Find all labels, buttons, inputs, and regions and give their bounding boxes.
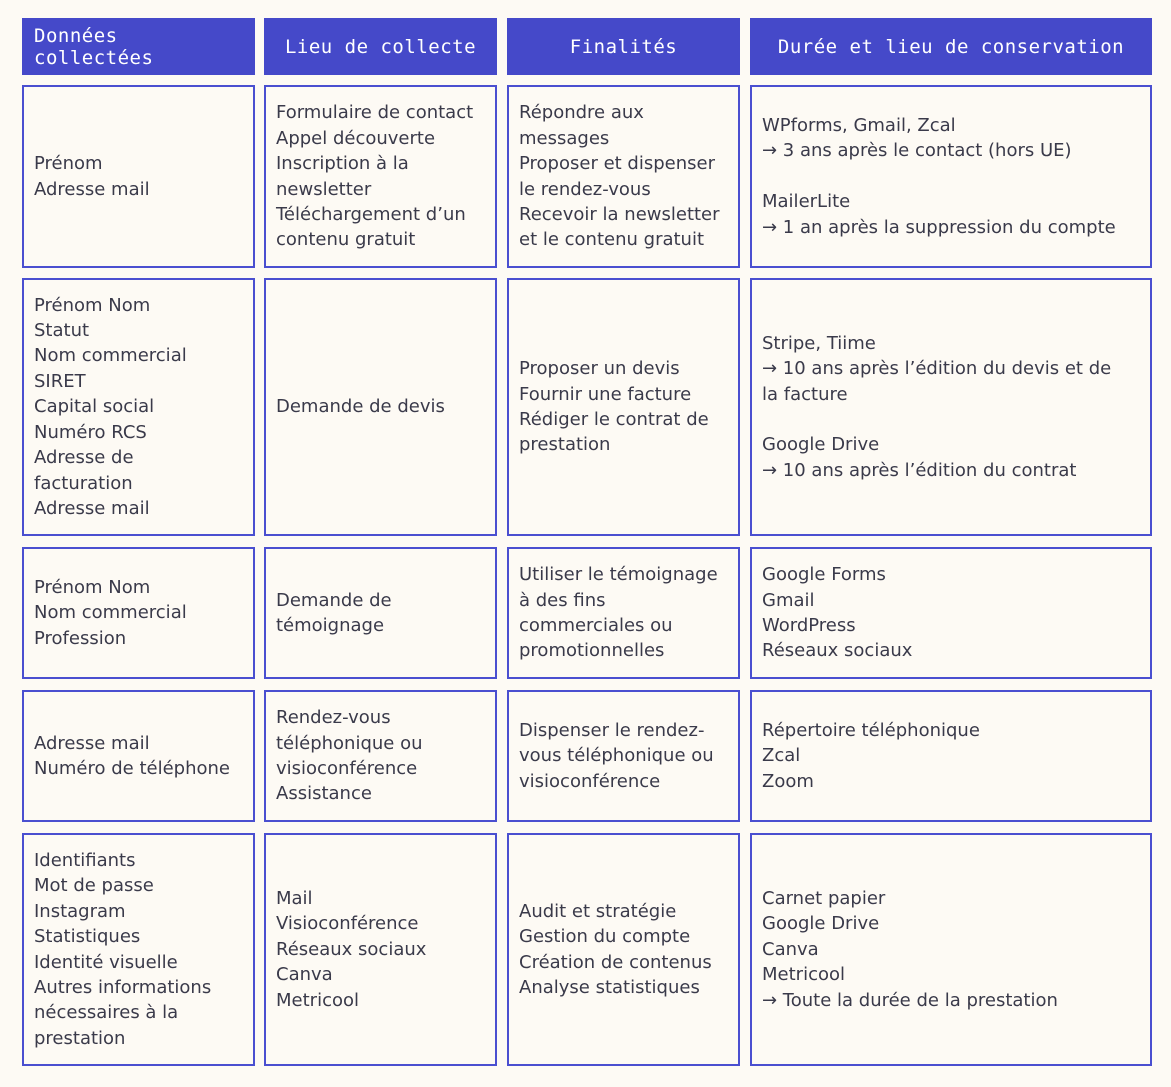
cell-line: Formulaire de contact [276, 102, 474, 124]
header-label: Durée et lieu de conservation [777, 35, 1125, 58]
cell-line: Adresse mail [34, 178, 150, 200]
cell-finalites-row-1 [507, 85, 740, 268]
cell-line: Gmail [762, 589, 815, 611]
cell-line: Prénom Nom [34, 576, 151, 598]
cell-lieu-row-2 [264, 278, 497, 536]
cell-line: Visioconférence [276, 913, 419, 935]
cell-line: promotionnelles [519, 640, 665, 662]
cell-line: Proposer un devis [519, 358, 680, 380]
cell-line: Numéro de téléphone [34, 758, 230, 779]
cell-line: Metricool [276, 989, 359, 1011]
cell-line: Demande de devis [276, 396, 445, 418]
cell-line: Numéro RCS [34, 421, 147, 443]
cell-line: → 10 ans après l’édition du devis et de [762, 358, 1112, 380]
cell-line: Zcal [762, 745, 801, 767]
cell-conservation-row-2 [750, 278, 1152, 536]
cell-line: Canva [762, 938, 819, 960]
line-gap [762, 164, 1116, 189]
cell-line: WordPress [762, 615, 856, 636]
cell-lieu-row-1 [264, 85, 497, 268]
cell-line: Proposer et dispenser [519, 153, 715, 175]
cell-line: Assistance [276, 783, 372, 805]
cell-line: Demande de [276, 589, 392, 611]
cell-line: Prénom Nom [34, 294, 151, 316]
cell-line: Canva [276, 964, 333, 986]
cell-donnees-row-4 [22, 690, 255, 822]
cell-line: Google Forms [762, 564, 886, 586]
cell-line: le rendez-vous [519, 178, 651, 200]
cell-line: Analyse statistiques [519, 976, 700, 998]
cell-line: Dispenser le rendez- [519, 719, 705, 741]
cell-line: Adresse mail [34, 732, 150, 754]
cell-finalites-row-4 [507, 690, 740, 822]
cell-line: visioconférence [519, 770, 661, 792]
cell-lieu-row-3 [264, 547, 497, 679]
cell-line: Statistiques [34, 926, 141, 948]
cell-line: nécessaires à la [34, 1002, 179, 1024]
cell-line: SIRET [34, 370, 86, 392]
cell-line: Fournir une facture [519, 383, 692, 405]
cell-finalites-row-2 [507, 278, 740, 536]
cell-line: témoignage [276, 615, 385, 636]
cell-line: Adresse de [34, 447, 134, 469]
cell-line: Téléchargement d’un [276, 203, 466, 225]
cell-line: Zoom [762, 770, 814, 792]
cell-line: Rédiger le contrat de [519, 409, 709, 430]
header-lieu-de-collecte [264, 18, 497, 75]
cell-line: Réseaux sociaux [762, 640, 913, 662]
cell-lieu-row-4 [264, 690, 497, 822]
cell-line: MailerLite [762, 191, 851, 213]
cell-donnees-row-2 [22, 278, 255, 536]
cell-line: Autres informations [34, 976, 212, 998]
cell-line: Carnet papier [762, 887, 886, 909]
header-label: Finalités [569, 35, 678, 58]
cell-line: Utiliser le témoignage [519, 564, 718, 586]
cell-line: Adresse mail [34, 497, 150, 519]
cell-line: messages [519, 127, 610, 149]
cell-line: Audit et stratégie [519, 900, 677, 922]
cell-line: Instagram [34, 900, 126, 922]
cell-line: Nom commercial [34, 345, 187, 367]
cell-line: Rendez-vous [276, 707, 391, 729]
cell-line: → Toute la durée de la prestation [762, 989, 1058, 1011]
cell-line: Profession [34, 627, 127, 649]
cell-line: Appel découverte [276, 127, 436, 149]
cell-line: → 3 ans après le contact (hors UE) [762, 140, 1072, 162]
cell-line: Prénom [34, 153, 103, 175]
cell-donnees-row-3 [22, 547, 255, 679]
cell-line: Google Drive [762, 434, 880, 456]
cell-donnees-row-1 [22, 85, 255, 268]
cell-line: → 10 ans après l’édition du contrat [762, 459, 1077, 481]
cell-line: visioconférence [276, 758, 418, 779]
header-label: Lieu de collecte [284, 35, 477, 58]
cell-line: facturation [34, 472, 133, 494]
cell-line: Mot de passe [34, 875, 154, 897]
cell-line: Réseaux sociaux [276, 938, 427, 960]
cell-conservation-row-5 [750, 833, 1152, 1066]
header-finalites [507, 18, 740, 75]
cell-line: Répondre aux [519, 102, 644, 124]
cell-line: Mail [276, 887, 313, 909]
cell-conservation-row-3 [750, 547, 1152, 679]
header-donnees-collectees [22, 18, 255, 75]
cell-line: commerciales ou [519, 615, 673, 636]
line-gap [762, 407, 1111, 432]
cell-line: prestation [519, 434, 611, 456]
cell-line: → 1 an après la suppression du compte [762, 216, 1116, 238]
cell-finalites-row-3 [507, 547, 740, 679]
cell-line: Stripe, Tiime [762, 332, 876, 354]
cell-line: Statut [34, 320, 90, 342]
cell-lieu-row-5 [264, 833, 497, 1066]
header-duree-conservation [750, 18, 1152, 75]
cell-line: téléphonique ou [276, 732, 423, 754]
cell-line: WPforms, Gmail, Zcal [762, 114, 956, 136]
cell-line: Création de contenus [519, 951, 712, 973]
cell-line: et le contenu gratuit [519, 229, 705, 251]
cell-line: prestation [34, 1027, 126, 1049]
cell-line: vous téléphonique ou [519, 745, 714, 767]
cell-finalites-row-5 [507, 833, 740, 1066]
cell-line: Google Drive [762, 913, 880, 935]
cell-line: la facture [762, 383, 848, 405]
cell-line: Répertoire téléphonique [762, 719, 980, 741]
cell-line: newsletter [276, 178, 372, 200]
cell-line: Inscription à la [276, 153, 409, 175]
cell-line: Identité visuelle [34, 951, 178, 973]
cell-line: Capital social [34, 396, 155, 418]
header-label: Données collectées [34, 24, 154, 69]
cell-line: à des fins [519, 589, 606, 611]
cell-line: Identifiants [34, 849, 136, 871]
cell-conservation-row-1 [750, 85, 1152, 268]
cell-conservation-row-4 [750, 690, 1152, 822]
cell-line: contenu gratuit [276, 229, 416, 251]
cell-line: Recevoir la newsletter [519, 203, 720, 225]
cell-donnees-row-5 [22, 833, 255, 1066]
cell-line: Gestion du compte [519, 926, 691, 948]
cell-line: Nom commercial [34, 602, 187, 624]
cell-line: Metricool [762, 964, 845, 986]
